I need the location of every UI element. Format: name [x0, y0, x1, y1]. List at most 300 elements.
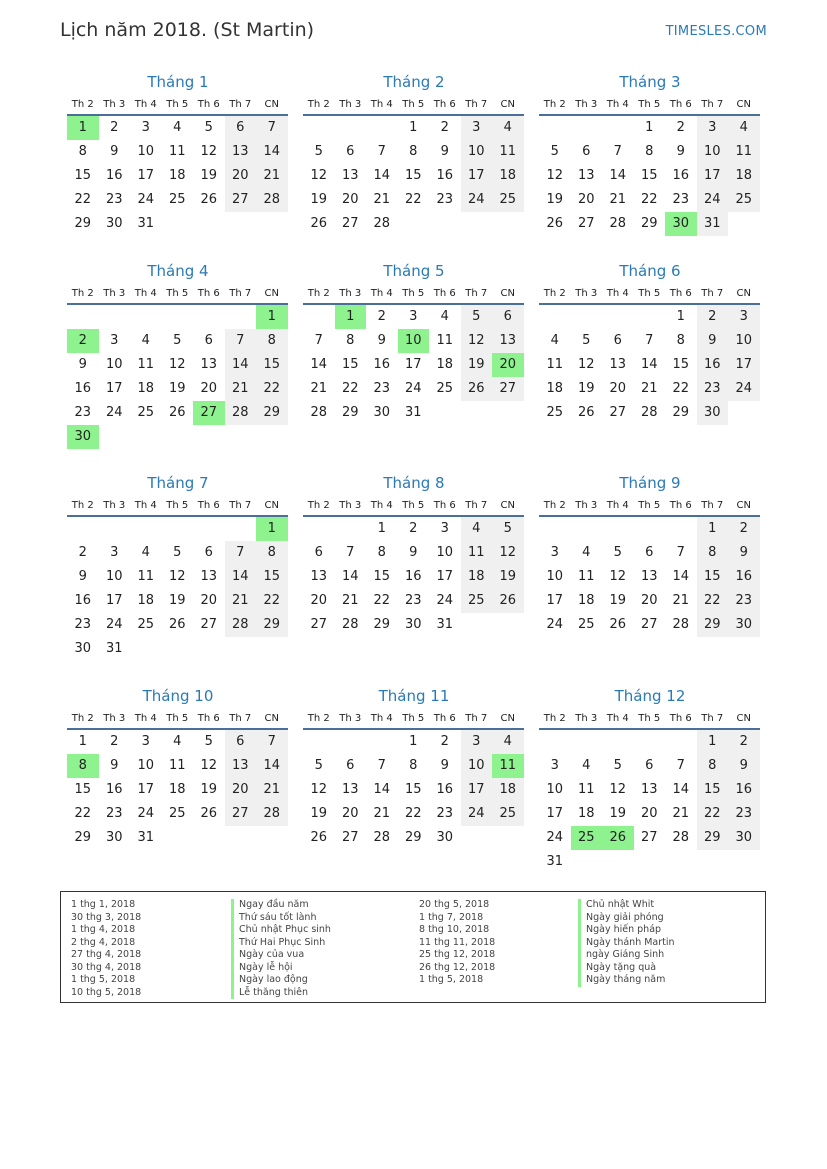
day-cell[interactable]: 5: [204, 120, 213, 135]
day-cell[interactable]: 7: [256, 116, 288, 140]
day-cell[interactable]: 12: [546, 168, 564, 183]
day-cell[interactable]: 8: [78, 144, 87, 159]
holiday-day-cell[interactable]: 10: [398, 329, 430, 353]
day-cell[interactable]: 30: [74, 641, 92, 656]
day-cell[interactable]: 21: [225, 377, 257, 401]
day-cell[interactable]: 3: [110, 545, 119, 560]
day-cell[interactable]: 18: [492, 778, 524, 802]
day-cell[interactable]: 23: [697, 377, 729, 401]
day-cell[interactable]: 15: [341, 357, 359, 372]
day-cell[interactable]: 24: [105, 617, 123, 632]
day-cell[interactable]: 3: [409, 309, 418, 324]
day-cell[interactable]: 14: [310, 357, 328, 372]
day-cell[interactable]: 26: [492, 589, 524, 613]
day-cell[interactable]: 9: [440, 144, 449, 159]
day-cell[interactable]: 12: [168, 569, 186, 584]
day-cell[interactable]: 26: [577, 405, 595, 420]
day-cell[interactable]: 16: [105, 782, 123, 797]
day-cell[interactable]: 3: [440, 521, 449, 536]
day-cell[interactable]: 20: [577, 192, 595, 207]
day-cell[interactable]: 14: [225, 565, 257, 589]
day-cell[interactable]: 1: [409, 120, 418, 135]
day-cell[interactable]: 5: [582, 333, 591, 348]
day-cell[interactable]: 19: [609, 806, 627, 821]
day-cell[interactable]: 15: [256, 565, 288, 589]
day-cell[interactable]: 10: [546, 782, 564, 797]
day-cell[interactable]: 9: [728, 754, 760, 778]
day-cell[interactable]: 30: [373, 405, 391, 420]
day-cell[interactable]: 5: [461, 305, 493, 329]
day-cell[interactable]: 25: [577, 617, 595, 632]
day-cell[interactable]: 16: [436, 168, 454, 183]
day-cell[interactable]: 9: [377, 333, 386, 348]
day-cell[interactable]: 18: [577, 806, 595, 821]
day-cell[interactable]: 14: [373, 168, 391, 183]
day-cell[interactable]: 17: [137, 168, 155, 183]
day-cell[interactable]: 6: [613, 333, 622, 348]
day-cell[interactable]: 16: [105, 168, 123, 183]
day-cell[interactable]: 7: [377, 144, 386, 159]
day-cell[interactable]: 23: [436, 192, 454, 207]
day-cell[interactable]: 19: [200, 168, 218, 183]
day-cell[interactable]: 11: [461, 541, 493, 565]
day-cell[interactable]: 2: [676, 120, 685, 135]
day-cell[interactable]: 17: [137, 782, 155, 797]
day-cell[interactable]: 22: [256, 377, 288, 401]
day-cell[interactable]: 23: [404, 593, 422, 608]
day-cell[interactable]: 15: [697, 778, 729, 802]
day-cell[interactable]: 19: [492, 565, 524, 589]
day-cell[interactable]: 16: [436, 782, 454, 797]
day-cell[interactable]: 10: [461, 754, 493, 778]
day-cell[interactable]: 17: [697, 164, 729, 188]
day-cell[interactable]: 25: [492, 802, 524, 826]
day-cell[interactable]: 31: [105, 641, 123, 656]
day-cell[interactable]: 22: [640, 192, 658, 207]
day-cell[interactable]: 22: [404, 192, 422, 207]
day-cell[interactable]: 4: [582, 545, 591, 560]
day-cell[interactable]: 5: [173, 545, 182, 560]
day-cell[interactable]: 8: [409, 758, 418, 773]
day-cell[interactable]: 18: [461, 565, 493, 589]
holiday-day-cell[interactable]: 8: [67, 754, 99, 778]
day-cell[interactable]: 20: [341, 192, 359, 207]
day-cell[interactable]: 20: [225, 778, 257, 802]
day-cell[interactable]: 6: [225, 730, 257, 754]
day-cell[interactable]: 14: [672, 569, 690, 584]
day-cell[interactable]: 20: [225, 164, 257, 188]
day-cell[interactable]: 20: [609, 381, 627, 396]
day-cell[interactable]: 5: [314, 758, 323, 773]
day-cell[interactable]: 2: [697, 305, 729, 329]
day-cell[interactable]: 27: [225, 802, 257, 826]
day-cell[interactable]: 27: [640, 617, 658, 632]
holiday-day-cell[interactable]: 27: [193, 401, 225, 425]
day-cell[interactable]: 30: [728, 826, 760, 850]
day-cell[interactable]: 28: [672, 830, 690, 845]
day-cell[interactable]: 13: [609, 357, 627, 372]
day-cell[interactable]: 26: [168, 405, 186, 420]
day-cell[interactable]: 17: [546, 593, 564, 608]
day-cell[interactable]: 26: [168, 617, 186, 632]
day-cell[interactable]: 17: [546, 806, 564, 821]
day-cell[interactable]: 2: [440, 734, 449, 749]
day-cell[interactable]: 21: [373, 192, 391, 207]
day-cell[interactable]: 8: [256, 329, 288, 353]
day-cell[interactable]: 8: [676, 333, 685, 348]
day-cell[interactable]: 8: [377, 545, 386, 560]
day-cell[interactable]: 13: [640, 569, 658, 584]
day-cell[interactable]: 25: [546, 405, 564, 420]
day-cell[interactable]: 22: [341, 381, 359, 396]
day-cell[interactable]: 23: [74, 405, 92, 420]
day-cell[interactable]: 23: [105, 806, 123, 821]
day-cell[interactable]: 4: [492, 730, 524, 754]
day-cell[interactable]: 7: [346, 545, 355, 560]
day-cell[interactable]: 25: [168, 806, 186, 821]
day-cell[interactable]: 13: [225, 140, 257, 164]
day-cell[interactable]: 12: [200, 758, 218, 773]
day-cell[interactable]: 11: [728, 140, 760, 164]
day-cell[interactable]: 19: [200, 782, 218, 797]
day-cell[interactable]: 3: [110, 333, 119, 348]
day-cell[interactable]: 16: [404, 569, 422, 584]
day-cell[interactable]: 4: [141, 333, 150, 348]
holiday-day-cell[interactable]: 30: [67, 425, 99, 449]
day-cell[interactable]: 7: [613, 144, 622, 159]
day-cell[interactable]: 13: [640, 782, 658, 797]
day-cell[interactable]: 3: [461, 116, 493, 140]
day-cell[interactable]: 11: [577, 569, 595, 584]
day-cell[interactable]: 2: [440, 120, 449, 135]
day-cell[interactable]: 16: [728, 778, 760, 802]
day-cell[interactable]: 1: [377, 521, 386, 536]
day-cell[interactable]: 19: [461, 353, 493, 377]
day-cell[interactable]: 28: [373, 830, 391, 845]
site-link[interactable]: TIMESLES.COM: [665, 24, 767, 39]
day-cell[interactable]: 22: [256, 589, 288, 613]
day-cell[interactable]: 29: [74, 216, 92, 231]
day-cell[interactable]: 21: [225, 589, 257, 613]
day-cell[interactable]: 17: [436, 569, 454, 584]
day-cell[interactable]: 21: [256, 164, 288, 188]
day-cell[interactable]: 24: [546, 830, 564, 845]
day-cell[interactable]: 8: [409, 144, 418, 159]
day-cell[interactable]: 2: [110, 120, 119, 135]
day-cell[interactable]: 13: [577, 168, 595, 183]
holiday-day-cell[interactable]: 1: [256, 517, 288, 541]
day-cell[interactable]: 1: [409, 734, 418, 749]
day-cell[interactable]: 28: [225, 401, 257, 425]
day-cell[interactable]: 18: [492, 164, 524, 188]
day-cell[interactable]: 5: [492, 517, 524, 541]
day-cell[interactable]: 29: [404, 830, 422, 845]
day-cell[interactable]: 13: [200, 569, 218, 584]
day-cell[interactable]: 28: [609, 216, 627, 231]
day-cell[interactable]: 7: [225, 541, 257, 565]
holiday-day-cell[interactable]: 2: [67, 329, 99, 353]
day-cell[interactable]: 10: [728, 329, 760, 353]
day-cell[interactable]: 10: [461, 140, 493, 164]
day-cell[interactable]: 23: [672, 192, 690, 207]
day-cell[interactable]: 11: [436, 333, 454, 348]
day-cell[interactable]: 24: [436, 593, 454, 608]
day-cell[interactable]: 10: [137, 758, 155, 773]
day-cell[interactable]: 14: [640, 357, 658, 372]
day-cell[interactable]: 7: [225, 329, 257, 353]
day-cell[interactable]: 11: [492, 140, 524, 164]
day-cell[interactable]: 12: [200, 144, 218, 159]
day-cell[interactable]: 18: [137, 381, 155, 396]
day-cell[interactable]: 13: [200, 357, 218, 372]
day-cell[interactable]: 30: [105, 216, 123, 231]
day-cell[interactable]: 5: [204, 734, 213, 749]
day-cell[interactable]: 4: [173, 120, 182, 135]
day-cell[interactable]: 12: [577, 357, 595, 372]
day-cell[interactable]: 29: [697, 613, 729, 637]
day-cell[interactable]: 3: [550, 758, 559, 773]
day-cell[interactable]: 15: [373, 569, 391, 584]
day-cell[interactable]: 1: [645, 120, 654, 135]
day-cell[interactable]: 24: [105, 405, 123, 420]
day-cell[interactable]: 14: [256, 754, 288, 778]
day-cell[interactable]: 24: [728, 377, 760, 401]
day-cell[interactable]: 10: [546, 569, 564, 584]
holiday-day-cell[interactable]: 1: [67, 116, 99, 140]
day-cell[interactable]: 31: [404, 405, 422, 420]
day-cell[interactable]: 23: [436, 806, 454, 821]
day-cell[interactable]: 12: [461, 329, 493, 353]
day-cell[interactable]: 20: [341, 806, 359, 821]
day-cell[interactable]: 15: [404, 168, 422, 183]
day-cell[interactable]: 29: [640, 216, 658, 231]
day-cell[interactable]: 13: [225, 754, 257, 778]
day-cell[interactable]: 5: [314, 144, 323, 159]
day-cell[interactable]: 16: [672, 168, 690, 183]
day-cell[interactable]: 11: [137, 357, 155, 372]
day-cell[interactable]: 17: [461, 164, 493, 188]
holiday-day-cell[interactable]: 26: [602, 826, 634, 850]
day-cell[interactable]: 13: [341, 782, 359, 797]
day-cell[interactable]: 14: [373, 782, 391, 797]
day-cell[interactable]: 22: [74, 806, 92, 821]
day-cell[interactable]: 3: [141, 734, 150, 749]
day-cell[interactable]: 20: [310, 593, 328, 608]
day-cell[interactable]: 3: [141, 120, 150, 135]
day-cell[interactable]: 15: [256, 353, 288, 377]
holiday-day-cell[interactable]: 1: [335, 305, 367, 329]
day-cell[interactable]: 22: [74, 192, 92, 207]
day-cell[interactable]: 26: [200, 806, 218, 821]
day-cell[interactable]: 1: [78, 734, 87, 749]
day-cell[interactable]: 3: [697, 116, 729, 140]
day-cell[interactable]: 21: [341, 593, 359, 608]
day-cell[interactable]: 2: [409, 521, 418, 536]
day-cell[interactable]: 29: [256, 613, 288, 637]
day-cell[interactable]: 26: [546, 216, 564, 231]
day-cell[interactable]: 24: [137, 806, 155, 821]
day-cell[interactable]: 18: [577, 593, 595, 608]
day-cell[interactable]: 3: [461, 730, 493, 754]
day-cell[interactable]: 6: [492, 305, 524, 329]
day-cell[interactable]: 26: [310, 830, 328, 845]
day-cell[interactable]: 27: [310, 617, 328, 632]
day-cell[interactable]: 23: [74, 617, 92, 632]
day-cell[interactable]: 14: [225, 353, 257, 377]
day-cell[interactable]: 5: [550, 144, 559, 159]
day-cell[interactable]: 27: [492, 377, 524, 401]
day-cell[interactable]: 4: [440, 309, 449, 324]
day-cell[interactable]: 1: [697, 730, 729, 754]
day-cell[interactable]: 7: [676, 545, 685, 560]
day-cell[interactable]: 12: [609, 782, 627, 797]
day-cell[interactable]: 30: [728, 613, 760, 637]
day-cell[interactable]: 24: [404, 381, 422, 396]
day-cell[interactable]: 8: [346, 333, 355, 348]
day-cell[interactable]: 17: [461, 778, 493, 802]
day-cell[interactable]: 4: [461, 517, 493, 541]
day-cell[interactable]: 14: [609, 168, 627, 183]
day-cell[interactable]: 24: [461, 802, 493, 826]
day-cell[interactable]: 16: [697, 353, 729, 377]
day-cell[interactable]: 8: [697, 754, 729, 778]
day-cell[interactable]: 18: [168, 168, 186, 183]
day-cell[interactable]: 16: [74, 593, 92, 608]
day-cell[interactable]: 4: [492, 116, 524, 140]
day-cell[interactable]: 2: [377, 309, 386, 324]
day-cell[interactable]: 28: [225, 613, 257, 637]
day-cell[interactable]: 14: [256, 140, 288, 164]
day-cell[interactable]: 6: [582, 144, 591, 159]
day-cell[interactable]: 28: [310, 405, 328, 420]
day-cell[interactable]: 26: [609, 617, 627, 632]
day-cell[interactable]: 17: [728, 353, 760, 377]
day-cell[interactable]: 4: [173, 734, 182, 749]
day-cell[interactable]: 4: [550, 333, 559, 348]
day-cell[interactable]: 19: [546, 192, 564, 207]
day-cell[interactable]: 24: [697, 188, 729, 212]
day-cell[interactable]: 20: [640, 806, 658, 821]
day-cell[interactable]: 16: [373, 357, 391, 372]
day-cell[interactable]: 19: [310, 806, 328, 821]
day-cell[interactable]: 16: [728, 565, 760, 589]
day-cell[interactable]: 31: [137, 216, 155, 231]
day-cell[interactable]: 9: [78, 357, 87, 372]
day-cell[interactable]: 2: [728, 730, 760, 754]
day-cell[interactable]: 22: [672, 381, 690, 396]
day-cell[interactable]: 27: [609, 405, 627, 420]
day-cell[interactable]: 21: [640, 381, 658, 396]
day-cell[interactable]: 21: [256, 778, 288, 802]
day-cell[interactable]: 25: [436, 381, 454, 396]
day-cell[interactable]: 17: [105, 381, 123, 396]
day-cell[interactable]: 26: [461, 377, 493, 401]
day-cell[interactable]: 12: [310, 782, 328, 797]
day-cell[interactable]: 27: [225, 188, 257, 212]
day-cell[interactable]: 12: [609, 569, 627, 584]
day-cell[interactable]: 6: [225, 116, 257, 140]
day-cell[interactable]: 20: [200, 381, 218, 396]
day-cell[interactable]: 2: [78, 545, 87, 560]
day-cell[interactable]: 31: [137, 830, 155, 845]
day-cell[interactable]: 3: [550, 545, 559, 560]
day-cell[interactable]: 15: [672, 357, 690, 372]
day-cell[interactable]: 21: [373, 806, 391, 821]
day-cell[interactable]: 6: [645, 758, 654, 773]
day-cell[interactable]: 19: [168, 381, 186, 396]
day-cell[interactable]: 29: [341, 405, 359, 420]
day-cell[interactable]: 17: [404, 357, 422, 372]
day-cell[interactable]: 11: [577, 782, 595, 797]
day-cell[interactable]: 19: [609, 593, 627, 608]
day-cell[interactable]: 28: [256, 188, 288, 212]
day-cell[interactable]: 22: [404, 806, 422, 821]
day-cell[interactable]: 15: [74, 782, 92, 797]
day-cell[interactable]: 25: [168, 192, 186, 207]
day-cell[interactable]: 20: [640, 593, 658, 608]
day-cell[interactable]: 29: [74, 830, 92, 845]
day-cell[interactable]: 7: [676, 758, 685, 773]
holiday-day-cell[interactable]: 30: [665, 212, 697, 236]
day-cell[interactable]: 5: [613, 758, 622, 773]
day-cell[interactable]: 27: [200, 617, 218, 632]
day-cell[interactable]: 7: [645, 333, 654, 348]
day-cell[interactable]: 29: [672, 405, 690, 420]
day-cell[interactable]: 1: [676, 309, 685, 324]
day-cell[interactable]: 9: [110, 758, 119, 773]
day-cell[interactable]: 11: [168, 758, 186, 773]
day-cell[interactable]: 7: [377, 758, 386, 773]
day-cell[interactable]: 9: [78, 569, 87, 584]
day-cell[interactable]: 30: [436, 830, 454, 845]
day-cell[interactable]: 7: [314, 333, 323, 348]
day-cell[interactable]: 27: [341, 830, 359, 845]
day-cell[interactable]: 28: [256, 802, 288, 826]
day-cell[interactable]: 11: [546, 357, 564, 372]
day-cell[interactable]: 4: [728, 116, 760, 140]
day-cell[interactable]: 29: [373, 617, 391, 632]
day-cell[interactable]: 25: [461, 589, 493, 613]
day-cell[interactable]: 23: [105, 192, 123, 207]
day-cell[interactable]: 6: [346, 758, 355, 773]
day-cell[interactable]: 15: [74, 168, 92, 183]
day-cell[interactable]: 31: [697, 212, 729, 236]
day-cell[interactable]: 12: [310, 168, 328, 183]
day-cell[interactable]: 19: [577, 381, 595, 396]
holiday-day-cell[interactable]: 25: [571, 826, 603, 850]
day-cell[interactable]: 15: [640, 168, 658, 183]
day-cell[interactable]: 14: [341, 569, 359, 584]
day-cell[interactable]: 4: [141, 545, 150, 560]
day-cell[interactable]: 6: [314, 545, 323, 560]
day-cell[interactable]: 23: [728, 589, 760, 613]
day-cell[interactable]: 6: [204, 333, 213, 348]
day-cell[interactable]: 30: [105, 830, 123, 845]
day-cell[interactable]: 10: [436, 545, 454, 560]
day-cell[interactable]: 9: [676, 144, 685, 159]
day-cell[interactable]: 15: [404, 782, 422, 797]
day-cell[interactable]: 21: [310, 381, 328, 396]
day-cell[interactable]: 17: [105, 593, 123, 608]
holiday-day-cell[interactable]: 11: [492, 754, 524, 778]
day-cell[interactable]: 8: [645, 144, 654, 159]
day-cell[interactable]: 14: [672, 782, 690, 797]
day-cell[interactable]: 2: [728, 517, 760, 541]
day-cell[interactable]: 22: [697, 589, 729, 613]
day-cell[interactable]: 9: [409, 545, 418, 560]
day-cell[interactable]: 9: [440, 758, 449, 773]
day-cell[interactable]: 20: [200, 593, 218, 608]
